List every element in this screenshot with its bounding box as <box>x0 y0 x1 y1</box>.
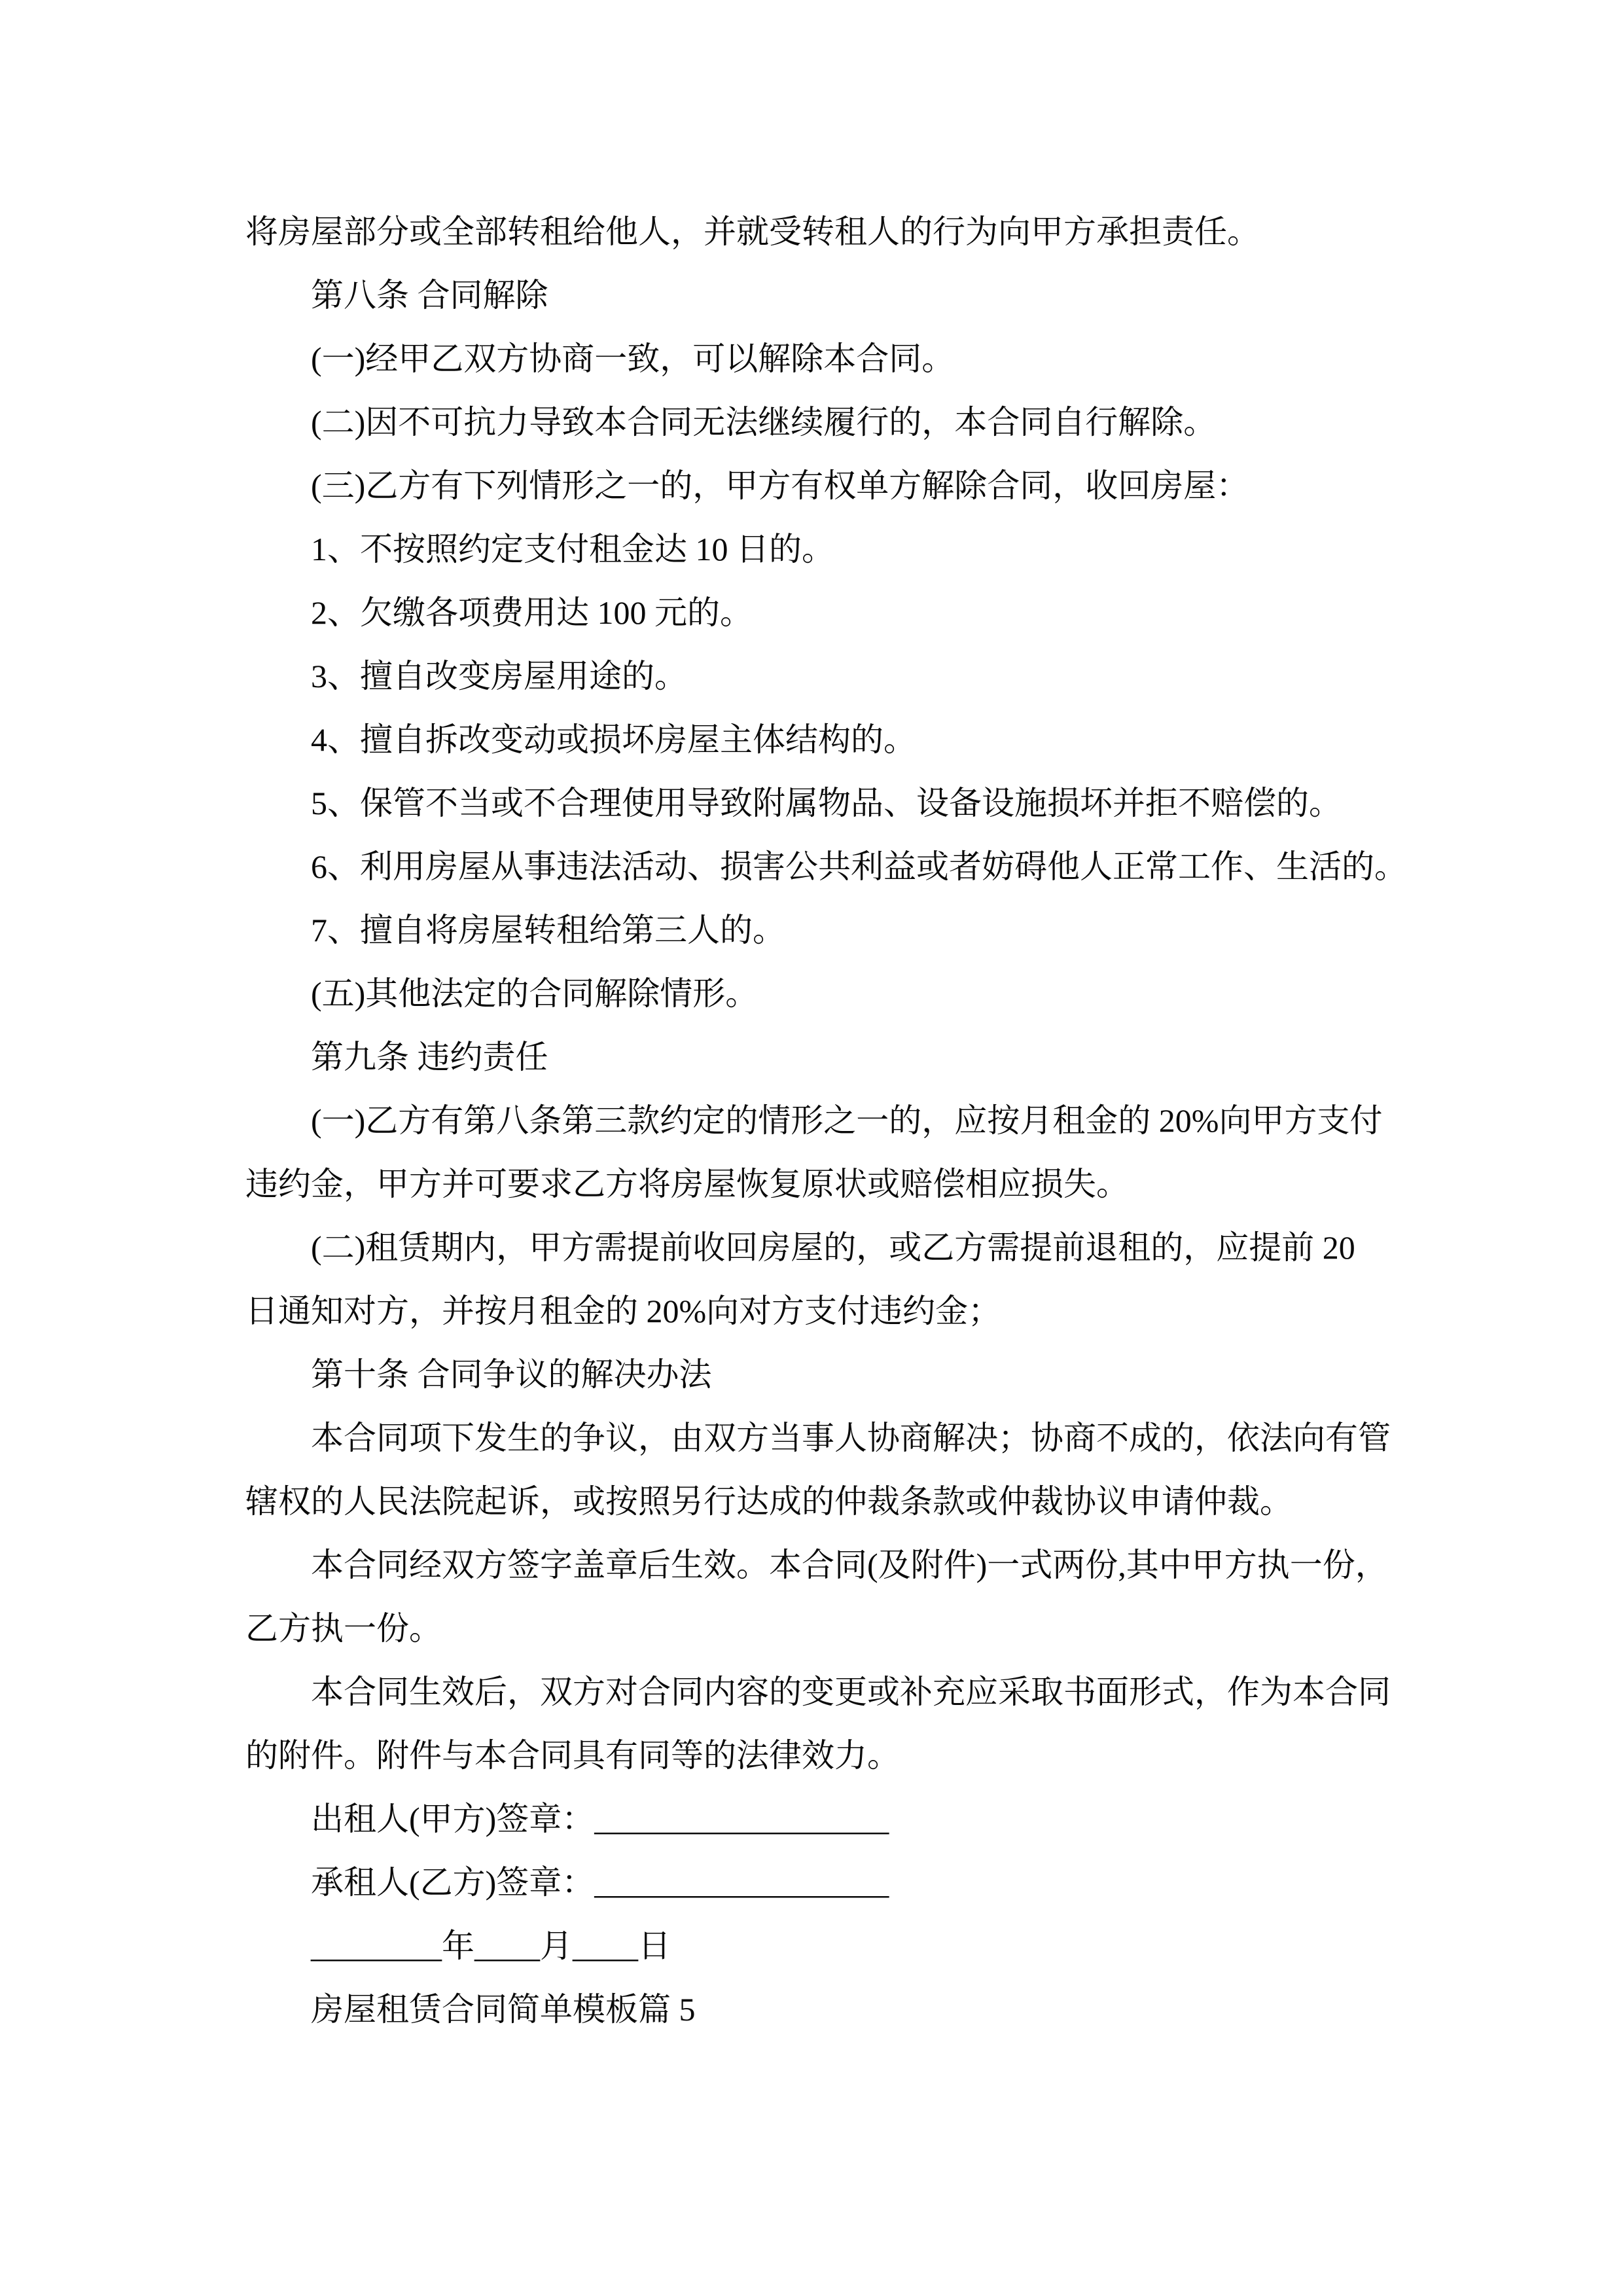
body-line: 本合同项下发生的争议，由双方当事人协商解决；协商不成的，依法向有管 <box>311 1420 1391 1456</box>
clause-heading: 第八条 合同解除 <box>311 277 548 314</box>
clause-item: (一)乙方有第八条第三款约定的情形之一的，应按月租金的 20%向甲方支付 <box>311 1102 1383 1139</box>
list-item: 5、保管不当或不合理使用导致附属物品、设备设施损坏并拒不赔偿的。 <box>311 785 1342 821</box>
footer-template-title: 房屋租赁合同简单模板篇 5 <box>311 1991 696 2028</box>
body-line: 乙方执一份。 <box>245 1610 442 1647</box>
clause-item: (一)经甲乙双方协商一致，可以解除本合同。 <box>311 340 955 377</box>
list-item: 4、擅自拆改变动或损坏房屋主体结构的。 <box>311 721 916 758</box>
list-item: 6、利用房屋从事违法活动、损害公共利益或者妨碍他人正常工作、生活的。 <box>311 848 1407 885</box>
clause-heading: 第十条 合同争议的解决办法 <box>311 1356 712 1393</box>
clause-item: (五)其他法定的合同解除情形。 <box>311 975 758 1012</box>
list-item: 3、擅自改变房屋用途的。 <box>311 658 687 694</box>
signature-line-tenant: 承租人(乙方)签章：__________________ <box>311 1864 889 1901</box>
body-line: 辖权的人民法院起诉，或按照另行达成的仲裁条款或仲裁协议申请仲裁。 <box>245 1483 1293 1520</box>
body-line: 本合同经双方签字盖章后生效。本合同(及附件)一式两份,其中甲方执一份， <box>311 1547 1388 1583</box>
contract-body <box>245 200 1430 2041</box>
date-line: ________年____月____日 <box>311 1928 671 1964</box>
clause-item: (二)因不可抗力导致本合同无法继续履行的，本合同自行解除。 <box>311 404 1217 440</box>
body-line: 将房屋部分或全部转租给他人，并就受转租人的行为向甲方承担责任。 <box>245 213 1260 250</box>
body-line: 本合同生效后，双方对合同内容的变更或补充应采取书面形式，作为本合同 <box>311 1674 1391 1710</box>
list-item: 7、擅自将房屋转租给第三人的。 <box>311 912 785 948</box>
body-line: 日通知对方，并按月租金的 20%向对方支付违约金； <box>245 1293 1001 1329</box>
list-item: 2、欠缴各项费用达 100 元的。 <box>311 594 753 631</box>
body-line: 的附件。附件与本合同具有同等的法律效力。 <box>245 1737 900 1774</box>
signature-line-landlord: 出租人(甲方)签章：__________________ <box>311 1801 889 1837</box>
clause-heading: 第九条 违约责任 <box>311 1039 548 1075</box>
clause-item: (二)租赁期内，甲方需提前收回房屋的，或乙方需提前退租的，应提前 20 <box>311 1229 1355 1266</box>
body-line: 违约金，甲方并可要求乙方将房屋恢复原状或赔偿相应损失。 <box>245 1166 1129 1202</box>
clause-item: (三)乙方有下列情形之一的，甲方有权单方解除合同，收回房屋： <box>311 467 1249 504</box>
list-item: 1、不按照约定支付租金达 10 日的。 <box>311 531 834 567</box>
